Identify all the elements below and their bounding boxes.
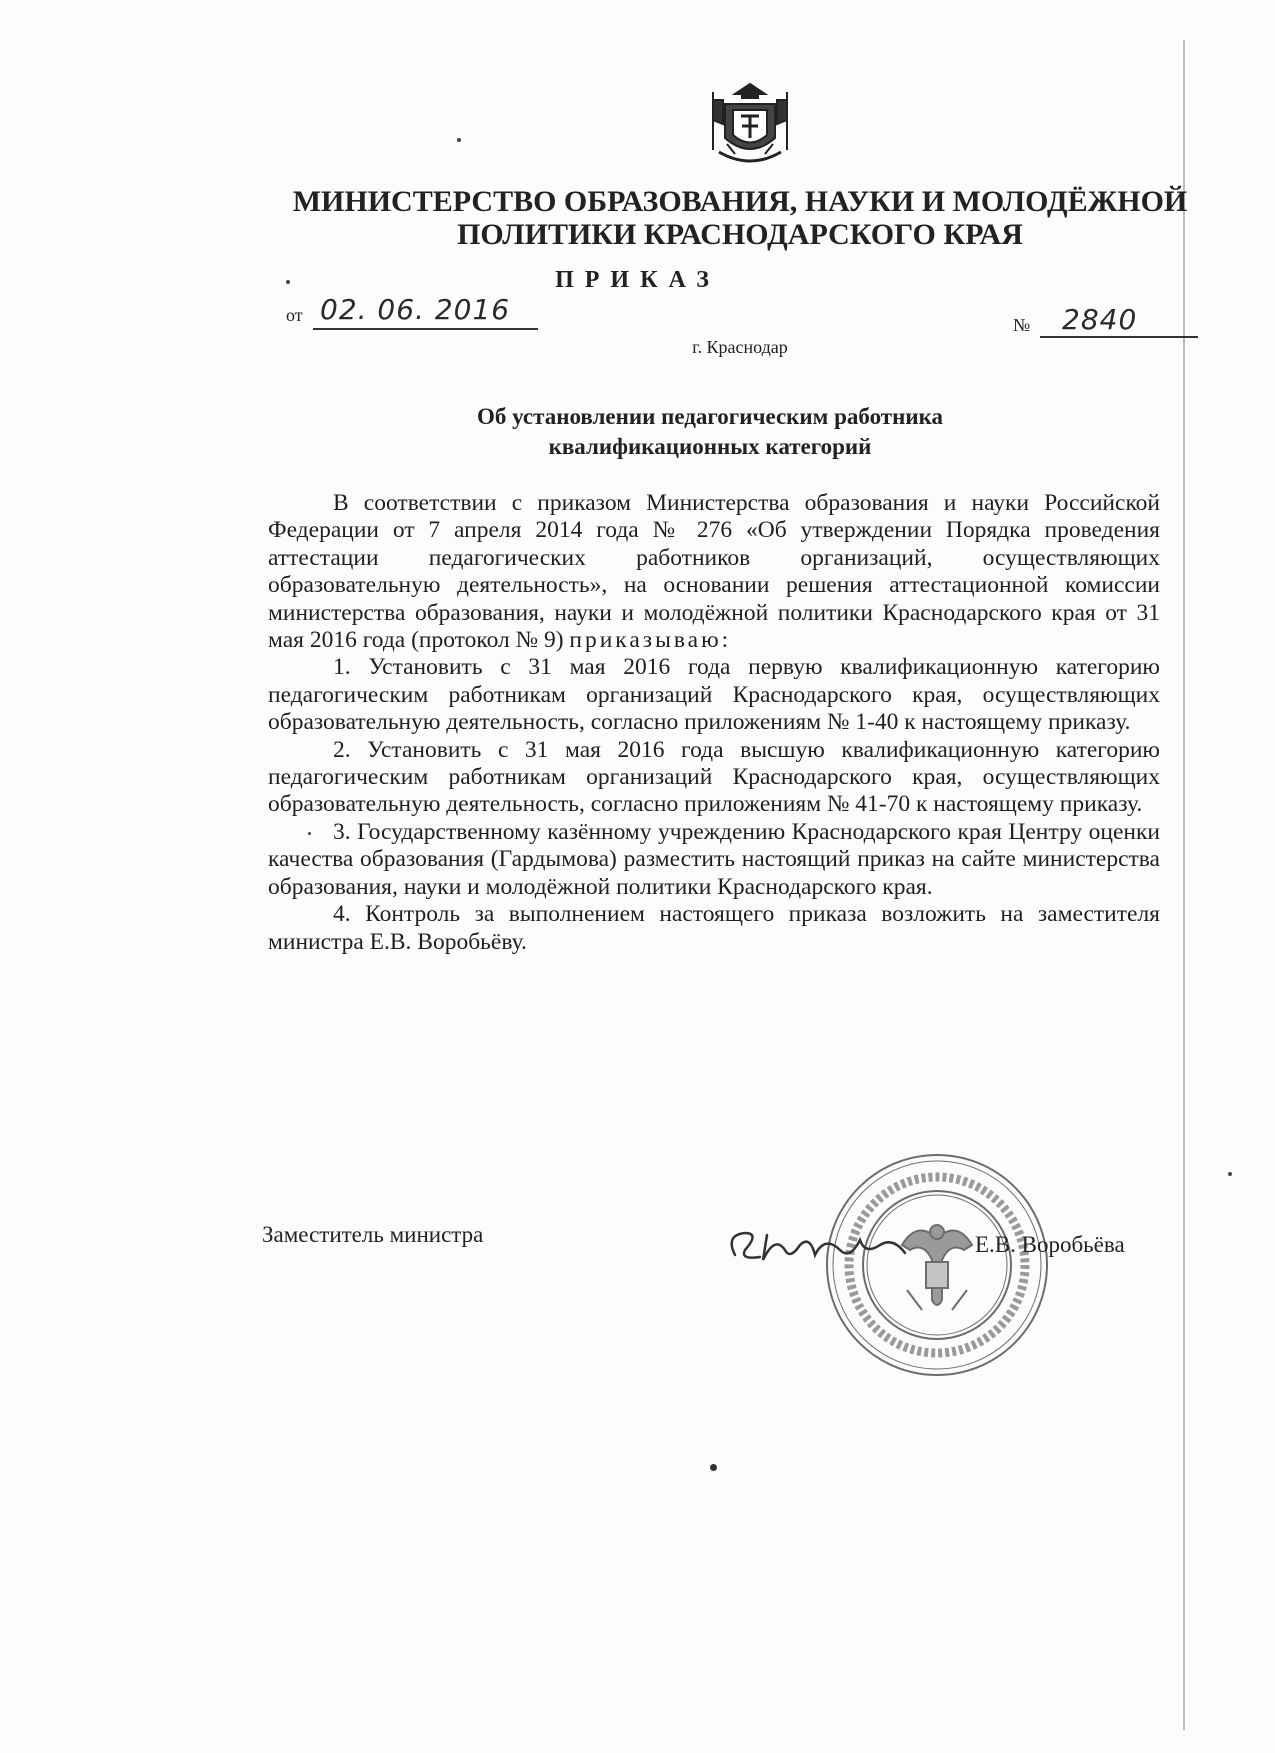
decree-word: приказываю:: [569, 627, 732, 654]
date-underline: [313, 328, 538, 330]
scan-speck: [1228, 1172, 1232, 1176]
number-prefix: №: [1013, 315, 1031, 335]
subject-line-2: квалификационных категорий: [548, 434, 872, 459]
signatory-title: Заместитель министра: [262, 1222, 484, 1247]
body-item-2: 2. Установить с 31 мая 2016 года высшую квалификационную категорию педагогическим работникам организаций Краснодарского края, осуществляющих образовательную деятельность, согласно приложениям № 41-70 к настоящему приказу.: [268, 736, 1160, 818]
body-intro-text: В соответствии с приказом Министерства образования и науки Российской Федерации от 7 апреля 2014 года № 276 «Об утверждении Порядка проведения аттестации педагогических работников организаций, осуществляющих образовательную деятельность», на основании решения аттестационной комиссии министерства образования, науки и молодёжной политики Краснодарского края от 31 мая 2016 года (протокол № 9): [268, 490, 1160, 654]
krasnodar-coat-of-arms-icon: [705, 80, 795, 168]
order-date: 02. 06. 2016: [320, 293, 511, 326]
body-item-3: 3. Государственному казённому учреждению Краснодарского края Центру оценки качества образования (Гардымова) разместить настоящий приказ на сайте министерства образования, науки и молодёжной политики Краснодарского края.: [268, 818, 1160, 900]
date-prefix: от: [286, 305, 303, 325]
scan-speck: [710, 1464, 717, 1471]
body-intro: [268, 490, 1160, 654]
order-body: [268, 490, 1160, 956]
order-subject: [410, 402, 1010, 462]
ministry-line-1: МИНИСТЕРСТВО ОБРАЗОВАНИЯ, НАУКИ И МОЛОДЁЖНОЙ: [292, 185, 1188, 218]
handwritten-signature: [715, 1215, 915, 1285]
order-title: ПРИКАЗ: [555, 267, 720, 293]
body-item-4: 4. Контроль за выполнением настоящего приказа возложить на заместителя министра Е.В. Воробьёву.: [268, 901, 1160, 955]
order-city: г. Краснодар: [692, 337, 788, 357]
subject-line-1: Об установлении педагогическим работника: [477, 404, 943, 429]
order-number: 2840: [1062, 303, 1138, 336]
scan-speck: [457, 138, 461, 142]
signatory-name: Е.В. Воробьёва: [975, 1232, 1125, 1257]
body-item-1: 1. Установить с 31 мая 2016 года первую квалификационную категорию педагогическим работникам организаций Краснодарского края, осуществляющих образовательную деятельность, согласно приложениям № 1-40 к настоящему приказу.: [268, 654, 1160, 736]
ministry-line-2: ПОЛИТИКИ КРАСНОДАРСКОГО КРАЯ: [457, 218, 1023, 251]
ministry-header: [290, 185, 1190, 251]
